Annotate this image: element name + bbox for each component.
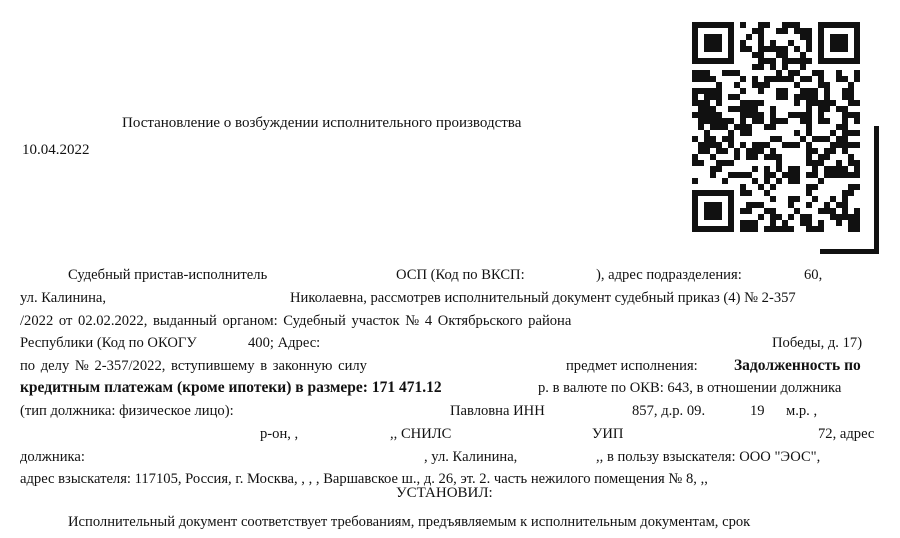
frame-corner-right (874, 126, 879, 254)
document-title: Постановление о возбуждении исполнительного производства (122, 115, 522, 131)
qr-code (692, 22, 860, 236)
document-date: 10.04.2022 (22, 142, 90, 158)
section-heading-established: УСТАНОВИЛ: (396, 485, 493, 501)
frame-corner-bottom (820, 249, 879, 254)
